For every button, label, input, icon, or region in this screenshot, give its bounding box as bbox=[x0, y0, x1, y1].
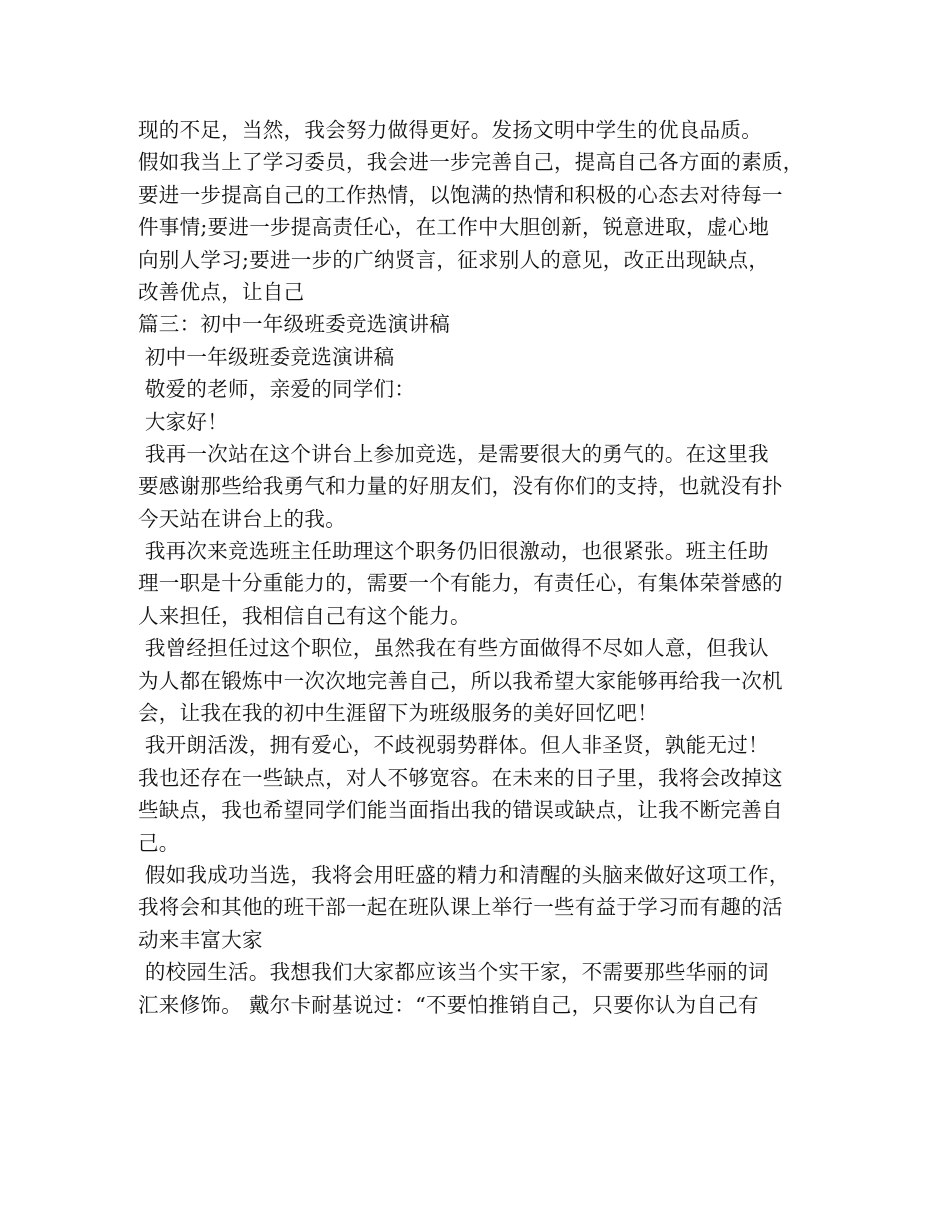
salutation: 敬爱的老师，亲爱的同学们： bbox=[138, 377, 416, 402]
speech-title: 初中一年级班委竞选演讲稿 bbox=[138, 344, 395, 369]
text-line: 假如我当上了学习委员，我会进一步完善自己，提高自己各方面的素质， bbox=[138, 150, 804, 175]
text-line: 为人都在锻炼中一次次地完善自己，所以我希望大家能够再给我一次机 bbox=[138, 668, 783, 693]
text-line: 我也还存在一些缺点，对人不够宽容。在未来的日子里，我将会改掉这 bbox=[138, 765, 783, 790]
text-line: 件事情;要进一步提高责任心，在工作中大胆创新，锐意进取，虚心地 bbox=[138, 215, 770, 240]
text-line: 我再一次站在这个讲台上参加竞选，是需要很大的勇气的。在这里我 bbox=[138, 441, 769, 466]
text-line: 人来担任，我相信自己有这个能力。 bbox=[138, 603, 471, 628]
text-line: 改善优点，让自己 bbox=[138, 279, 305, 304]
text-line: 会，让我在我的初中生涯留下为班级服务的美好回忆吧！ bbox=[138, 701, 658, 726]
text-line: 要感谢那些给我勇气和力量的好朋友们，没有你们的支持，也就没有扑 bbox=[138, 474, 783, 499]
section-heading: 篇三：初中一年级班委竞选演讲稿 bbox=[138, 312, 450, 337]
text-line: 今天站在讲台上的我。 bbox=[138, 506, 346, 531]
text-line: 现的不足，当然，我会努力做得更好。发扬文明中学生的优良品质。 bbox=[138, 118, 762, 142]
greeting: 大家好！ bbox=[138, 409, 229, 434]
text-line: 向别人学习;要进一步的广纳贤言，征求别人的意见，改正出现缺点， bbox=[138, 247, 770, 272]
text-line: 要进一步提高自己的工作热情，以饱满的热情和积极的心态去对待每一 bbox=[138, 182, 783, 207]
text-line: 动来丰富大家 bbox=[138, 927, 263, 952]
document-body bbox=[138, 114, 838, 1021]
text-line: 理一职是十分重能力的，需要一个有能力，有责任心，有集体荣誉感的 bbox=[138, 571, 783, 596]
text-line: 些缺点，我也希望同学们能当面指出我的错误或缺点，让我不断完善自 bbox=[138, 798, 783, 823]
text-line: 汇来修饰。 戴尔卡耐基说过：“不要怕推销自己，只要你认为自己有 bbox=[138, 992, 759, 1017]
text-line: 我将会和其他的班干部一起在班队课上举行一些有益于学习而有趣的活 bbox=[138, 895, 783, 920]
text-line: 假如我成功当选，我将会用旺盛的精力和清醒的头脑来做好这项工作， bbox=[138, 862, 790, 887]
text-line: 我开朗活泼，拥有爱心，不歧视弱势群体。但人非圣贤，孰能无过！ bbox=[138, 733, 769, 758]
text-line: 的校园生活。我想我们大家都应该当个实干家，不需要那些华丽的词 bbox=[138, 960, 769, 985]
text-line: 己。 bbox=[138, 830, 180, 855]
text-line: 我曾经担任过这个职位，虽然我在有些方面做得不尽如人意，但我认 bbox=[138, 636, 769, 661]
text-line: 我再次来竞选班主任助理这个职务仍旧很激动，也很紧张。班主任助 bbox=[138, 539, 769, 564]
